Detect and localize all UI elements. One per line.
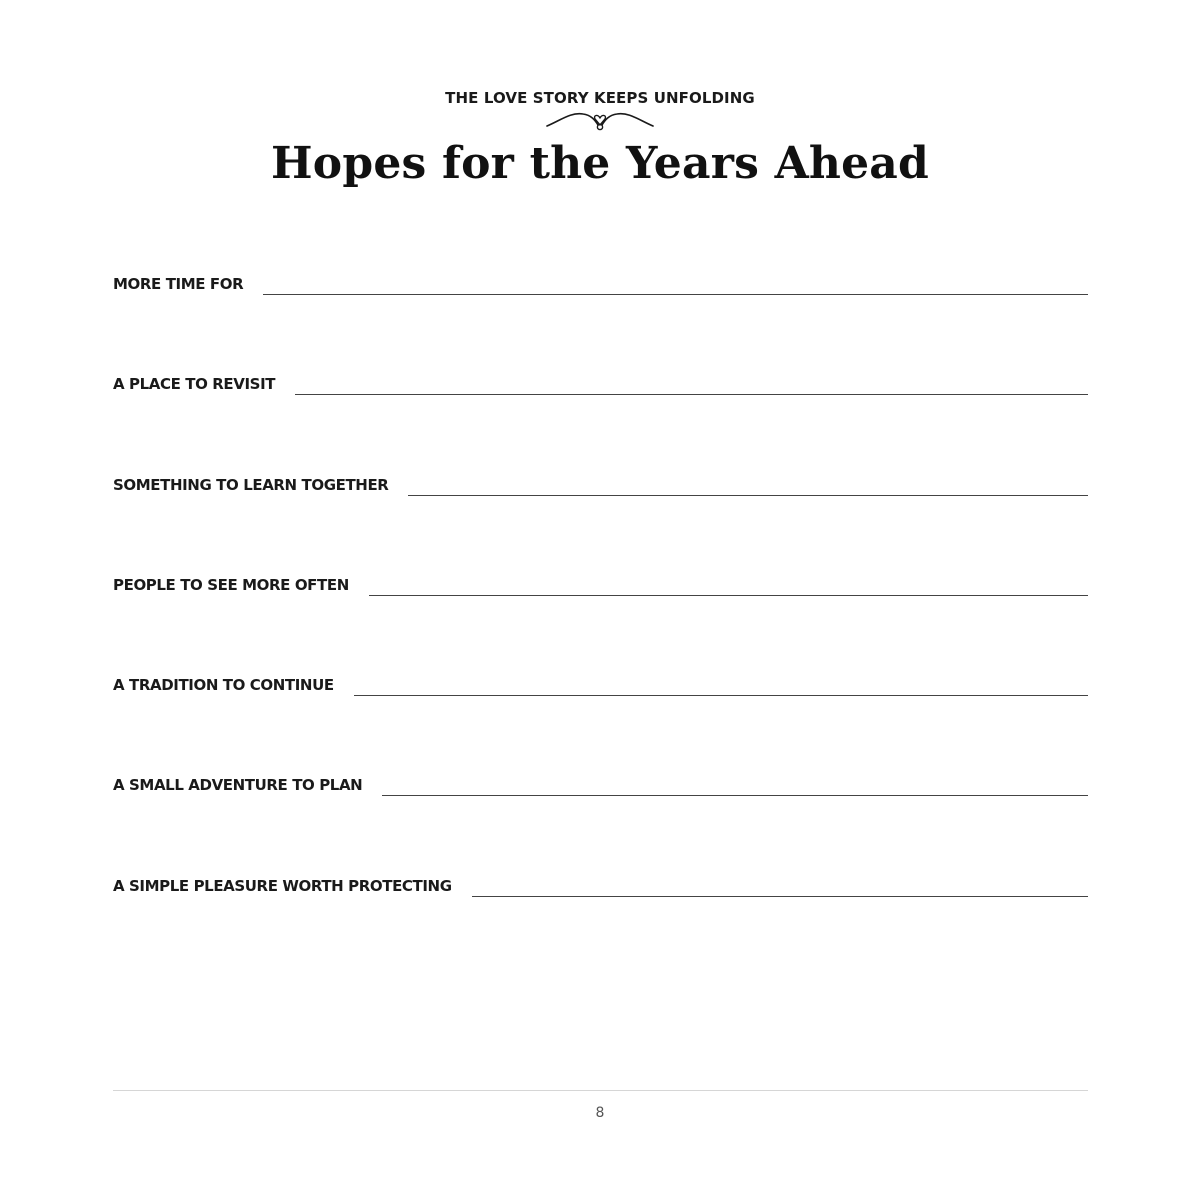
- write-in-line[interactable]: [408, 495, 1088, 496]
- page-number: 8: [595, 1105, 605, 1121]
- write-in-line[interactable]: [369, 595, 1088, 596]
- prompt-row: [113, 771, 1088, 797]
- prompt-label: MORE TIME FOR: [113, 275, 244, 293]
- prompt-row: [113, 270, 1088, 296]
- prompt-label: A SIMPLE PLEASURE WORTH PROTECTING: [113, 876, 452, 895]
- prompt-label: A SMALL ADVENTURE TO PLAN: [113, 776, 363, 795]
- prompt-label: SOMETHING TO LEARN TOGETHER: [113, 475, 389, 494]
- prompt-row: [113, 671, 1088, 697]
- page-title: Hopes for the Years Ahead: [271, 138, 929, 189]
- prompt-label: A TRADITION TO CONTINUE: [113, 676, 334, 695]
- write-in-line[interactable]: [263, 294, 1088, 295]
- prompt-label: PEOPLE TO SEE MORE OFTEN: [113, 575, 349, 594]
- page-eyebrow: THE LOVE STORY KEEPS UNFOLDING: [445, 89, 755, 107]
- write-in-line[interactable]: [382, 795, 1088, 796]
- footer-divider: [113, 1090, 1088, 1091]
- prompt-row: [113, 370, 1088, 396]
- write-in-line[interactable]: [472, 896, 1088, 897]
- write-in-line[interactable]: [295, 394, 1088, 395]
- prompt-row: [113, 872, 1088, 898]
- prompt-label: A PLACE TO REVISIT: [113, 375, 276, 394]
- prompt-list: [113, 270, 1088, 972]
- prompt-row: [113, 471, 1088, 497]
- write-in-line[interactable]: [354, 695, 1088, 696]
- heart-flourish-icon: [545, 106, 655, 132]
- prompt-row: [113, 571, 1088, 597]
